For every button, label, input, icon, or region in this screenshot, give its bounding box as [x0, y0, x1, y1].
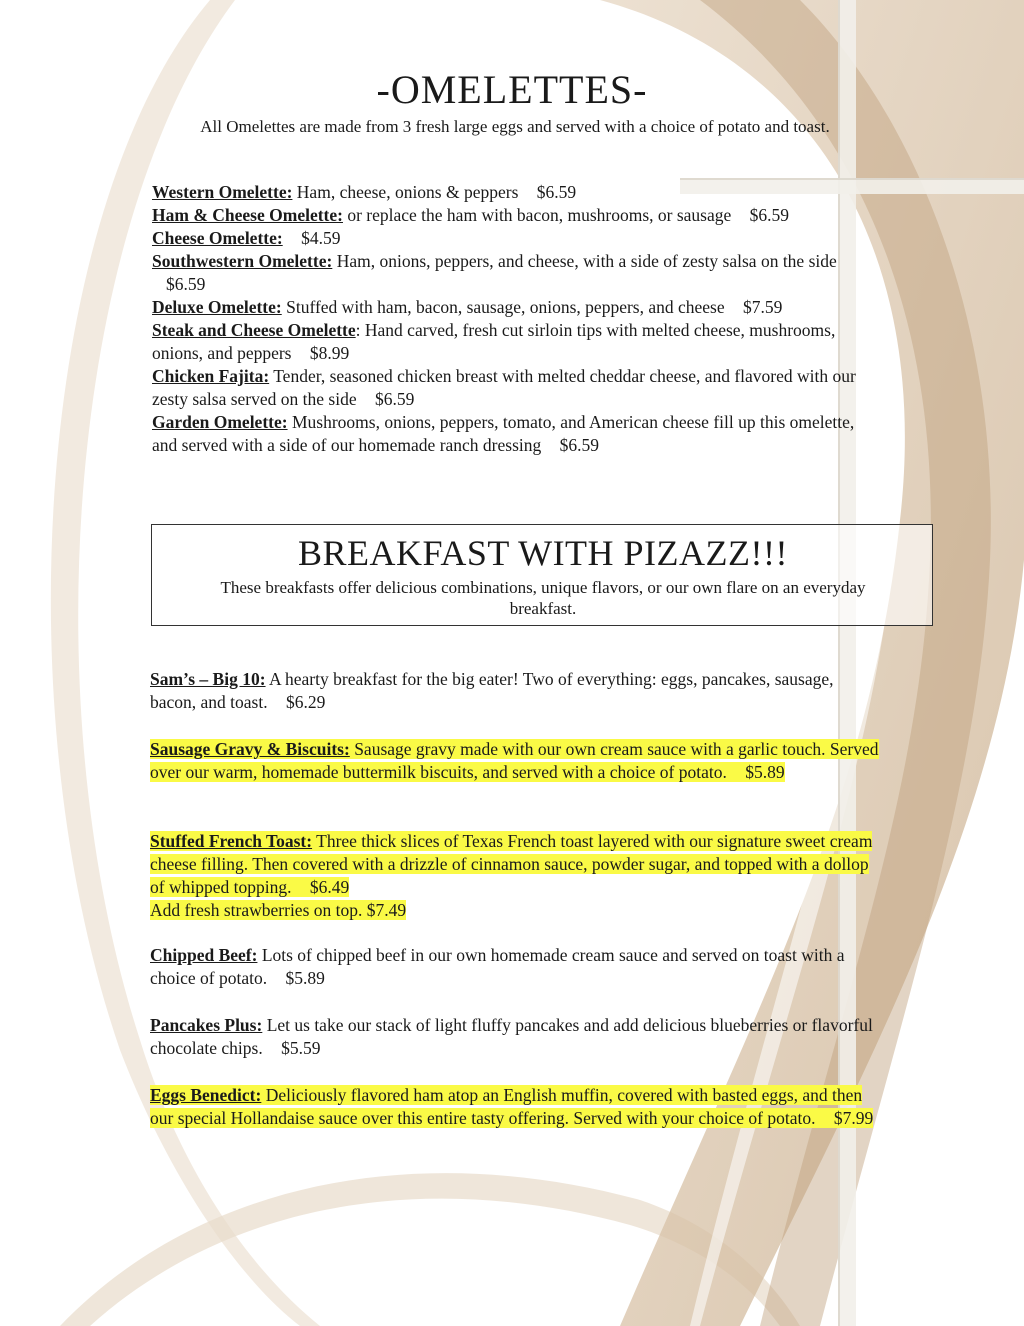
item-name: Stuffed French Toast:	[150, 831, 313, 851]
item-price: $4.59	[301, 228, 341, 248]
menu-item-southwestern-omelette	[152, 250, 877, 296]
item-price: $5.59	[281, 1038, 321, 1058]
item-price: $7.59	[743, 297, 783, 317]
item-description: Mushrooms, onions, peppers, tomato, and American cheese fill up this omelette, and served with a side of our homemade ranch dressing	[152, 412, 855, 455]
item-price: $5.89	[745, 762, 785, 782]
item-description: Tender, seasoned chicken breast with melted cheddar cheese, and flavored with our zesty salsa served on the side	[152, 366, 856, 409]
menu-item-steak-cheese-omelette	[152, 319, 877, 365]
item-description: Stuffed with ham, bacon, sausage, onions, peppers, and cheese	[286, 297, 725, 317]
item-name: Steak and Cheese Omelette	[152, 320, 356, 340]
item-description: Let us take our stack of light fluffy pancakes and add delicious blueberries or flavorful chocolate chips.	[150, 1015, 873, 1058]
menu-item-stuffed-french-toast	[150, 830, 880, 922]
item-description: Three thick slices of Texas French toast layered with our signature sweet cream cheese filling. Then covered with a drizzle of cinnamon sauce, powder sugar, and topped with a dollop of whipped topping.	[150, 831, 873, 897]
omelettes-menu-list	[152, 181, 877, 457]
item-name: Pancakes Plus:	[150, 1015, 263, 1035]
item-name: Cheese Omelette:	[152, 228, 283, 248]
item-name: Garden Omelette:	[152, 412, 288, 432]
item-name: Sausage Gravy & Biscuits:	[150, 739, 350, 759]
item-description: : Hand carved, fresh cut sirloin tips with melted cheese, mushrooms, onions, and peppers	[152, 320, 836, 363]
item-price: $5.89	[285, 968, 325, 988]
item-name: Sam’s – Big 10:	[150, 669, 266, 689]
item-price: $7.99	[833, 1108, 874, 1128]
item-name: Ham & Cheese Omelette:	[152, 205, 343, 225]
omelettes-section-title: -OMELETTES-	[376, 67, 648, 112]
menu-item-eggs-benedict	[150, 1084, 880, 1130]
item-price: $6.59	[749, 205, 790, 225]
omelettes-section-subtitle: All Omelettes are made from 3 fresh large eggs and served with a choice of potato and toast.	[200, 117, 830, 136]
menu-item-sausage-gravy-biscuits	[150, 738, 880, 784]
item-price: $6.59	[536, 182, 577, 202]
item-price: $6.29	[285, 692, 326, 712]
item-description: Lots of chipped beef in our own homemade cream sauce and served on toast with a choice of potato.	[150, 945, 845, 988]
pizazz-section-header-box	[151, 524, 933, 626]
item-price: $6.59	[374, 389, 415, 409]
item-name: Eggs Benedict:	[150, 1085, 262, 1105]
item-description: Deliciously flavored ham atop an English muffin, covered with basted eggs, and then our special Hollandaise sauce over this entire tasty offering. Served with your choice of potato.	[150, 1085, 863, 1128]
item-description: A hearty breakfast for the big eater! Two of everything: eggs, pancakes, sausage, bacon, and toast.	[150, 669, 834, 712]
pizazz-section-title: BREAKFAST WITH PIZAZZ!!!	[298, 533, 788, 573]
pizazz-section-subtitle: These breakfasts offer delicious combinations, unique flavors, or our own flare on an everyday breakfast.	[220, 578, 866, 618]
item-name: Deluxe Omelette:	[152, 297, 282, 317]
item-name: Chicken Fajita:	[152, 366, 270, 386]
menu-item-garden-omelette	[152, 411, 877, 457]
item-description: or replace the ham with bacon, mushrooms, or sausage	[347, 205, 732, 225]
item-description: Ham, cheese, onions & peppers	[296, 182, 519, 202]
item-description: Ham, onions, peppers, and cheese, with a side of zesty salsa on the side	[336, 251, 837, 271]
menu-item-deluxe-omelette	[152, 296, 877, 319]
item-name: Western Omelette:	[152, 182, 293, 202]
item-name: Southwestern Omelette:	[152, 251, 333, 271]
menu-item-chicken-fajita	[152, 365, 877, 411]
menu-item-pancakes-plus	[150, 1014, 880, 1060]
menu-item-cheese-omelette	[152, 227, 877, 250]
menu-item-western-omelette	[152, 181, 877, 204]
item-price: $6.59	[166, 274, 206, 294]
item-price: $6.59	[559, 435, 600, 455]
item-price: $6.49	[309, 877, 350, 897]
menu-item-chipped-beef	[150, 944, 880, 990]
menu-item-sams-big-10	[150, 668, 880, 714]
item-name: Chipped Beef:	[150, 945, 258, 965]
item-addon: Add fresh strawberries on top. $7.49	[150, 900, 407, 920]
item-description: Sausage gravy made with our own cream sauce with a garlic touch. Served over our warm, homemade buttermilk biscuits, and served with a choice of potato.	[150, 739, 879, 782]
menu-item-ham-cheese-omelette	[152, 204, 877, 227]
item-price: $8.99	[309, 343, 350, 363]
